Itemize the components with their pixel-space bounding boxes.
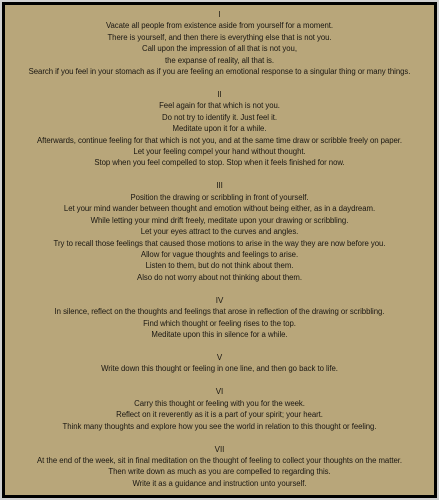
text-line: Meditate upon this in silence for a while. bbox=[151, 329, 288, 339]
section-2 bbox=[5, 89, 434, 169]
text-line: Feel again for that which is not you. bbox=[159, 101, 280, 111]
section-heading: III bbox=[216, 181, 223, 191]
section-heading: I bbox=[218, 10, 221, 19]
meditation-instructions bbox=[5, 9, 434, 489]
section-heading: VII bbox=[214, 444, 225, 454]
section-4 bbox=[5, 295, 434, 341]
text-line: the expanse of reality, all that is. bbox=[164, 55, 274, 65]
section-gap bbox=[5, 375, 434, 387]
text-panel bbox=[5, 5, 434, 495]
text-line: Then write down as much as you are compelled to regarding this. bbox=[108, 467, 331, 477]
text-line: Do not try to identify it. Just feel it. bbox=[161, 112, 277, 122]
text-line: Let your eyes attract to the curves and angles. bbox=[140, 227, 299, 237]
text-line: Think many thoughts and explore how you see the world in relation to this thought or feeling. bbox=[62, 421, 377, 431]
text-line: Let your feeling compel your hand without thought. bbox=[133, 147, 306, 157]
text-line: Search if you feel in your stomach as if you are feeling an emotional response to a singular thing or many things. bbox=[28, 67, 411, 77]
text-line: While letting your mind drift freely, meditate upon your drawing or scribbling. bbox=[90, 215, 349, 225]
text-line: Afterwards, continue feeling for that which is not you, and at the same time draw or scribble freely on paper. bbox=[36, 135, 403, 145]
text-line: Call upon the impression of all that is not you, bbox=[142, 44, 297, 54]
text-line: Position the drawing or scribbling in front of yourself. bbox=[130, 192, 309, 202]
section-heading: V bbox=[216, 352, 223, 362]
section-5 bbox=[5, 352, 434, 375]
text-line: Reflect on it reverently as it is a part of your spirit; your heart. bbox=[116, 410, 323, 420]
section-heading: IV bbox=[215, 295, 224, 305]
section-heading: VI bbox=[215, 387, 224, 397]
section-gap bbox=[5, 283, 434, 295]
section-gap bbox=[5, 169, 434, 181]
text-line: Allow for vague thoughts and feelings to arise. bbox=[140, 249, 299, 259]
text-line: Let your mind wander between thought and emotion without being either, as in a daydream. bbox=[63, 204, 376, 214]
text-line: At the end of the week, sit in final meditation on the thought of feeling to collect your thoughts on the matter. bbox=[37, 455, 402, 465]
section-gap bbox=[5, 432, 434, 444]
section-3 bbox=[5, 180, 434, 283]
text-line: There is yourself, and then there is everything else that is not you. bbox=[107, 32, 332, 42]
text-line: Listen to them, but do not think about them. bbox=[145, 261, 294, 271]
text-line: Stop when you feel compelled to stop. Stop when it feels finished for now. bbox=[94, 158, 345, 168]
text-line: Try to recall those feelings that caused those motions to arise in the way they are now before you. bbox=[53, 238, 386, 248]
section-gap bbox=[5, 340, 434, 352]
text-line: In silence, reflect on the thoughts and feelings that arose in reflection of the drawing or scribbling. bbox=[54, 307, 385, 317]
section-1 bbox=[5, 9, 434, 77]
section-7 bbox=[5, 444, 434, 490]
text-line: Find which thought or feeling rises to the top. bbox=[143, 318, 296, 328]
text-line: Vacate all people from existence aside from yourself for a moment. bbox=[105, 21, 334, 31]
text-line: Carry this thought or feeling with you for the week. bbox=[134, 398, 305, 408]
text-line: Write it as a guidance and instruction unto yourself. bbox=[132, 478, 307, 488]
text-line: Meditate upon it for a while. bbox=[172, 124, 267, 134]
section-heading: II bbox=[217, 90, 222, 100]
text-line: Also do not worry about not thinking about them. bbox=[137, 272, 302, 282]
section-6 bbox=[5, 386, 434, 432]
section-gap bbox=[5, 77, 434, 89]
text-line: Write down this thought or feeling in one line, and then go back to life. bbox=[101, 364, 338, 374]
